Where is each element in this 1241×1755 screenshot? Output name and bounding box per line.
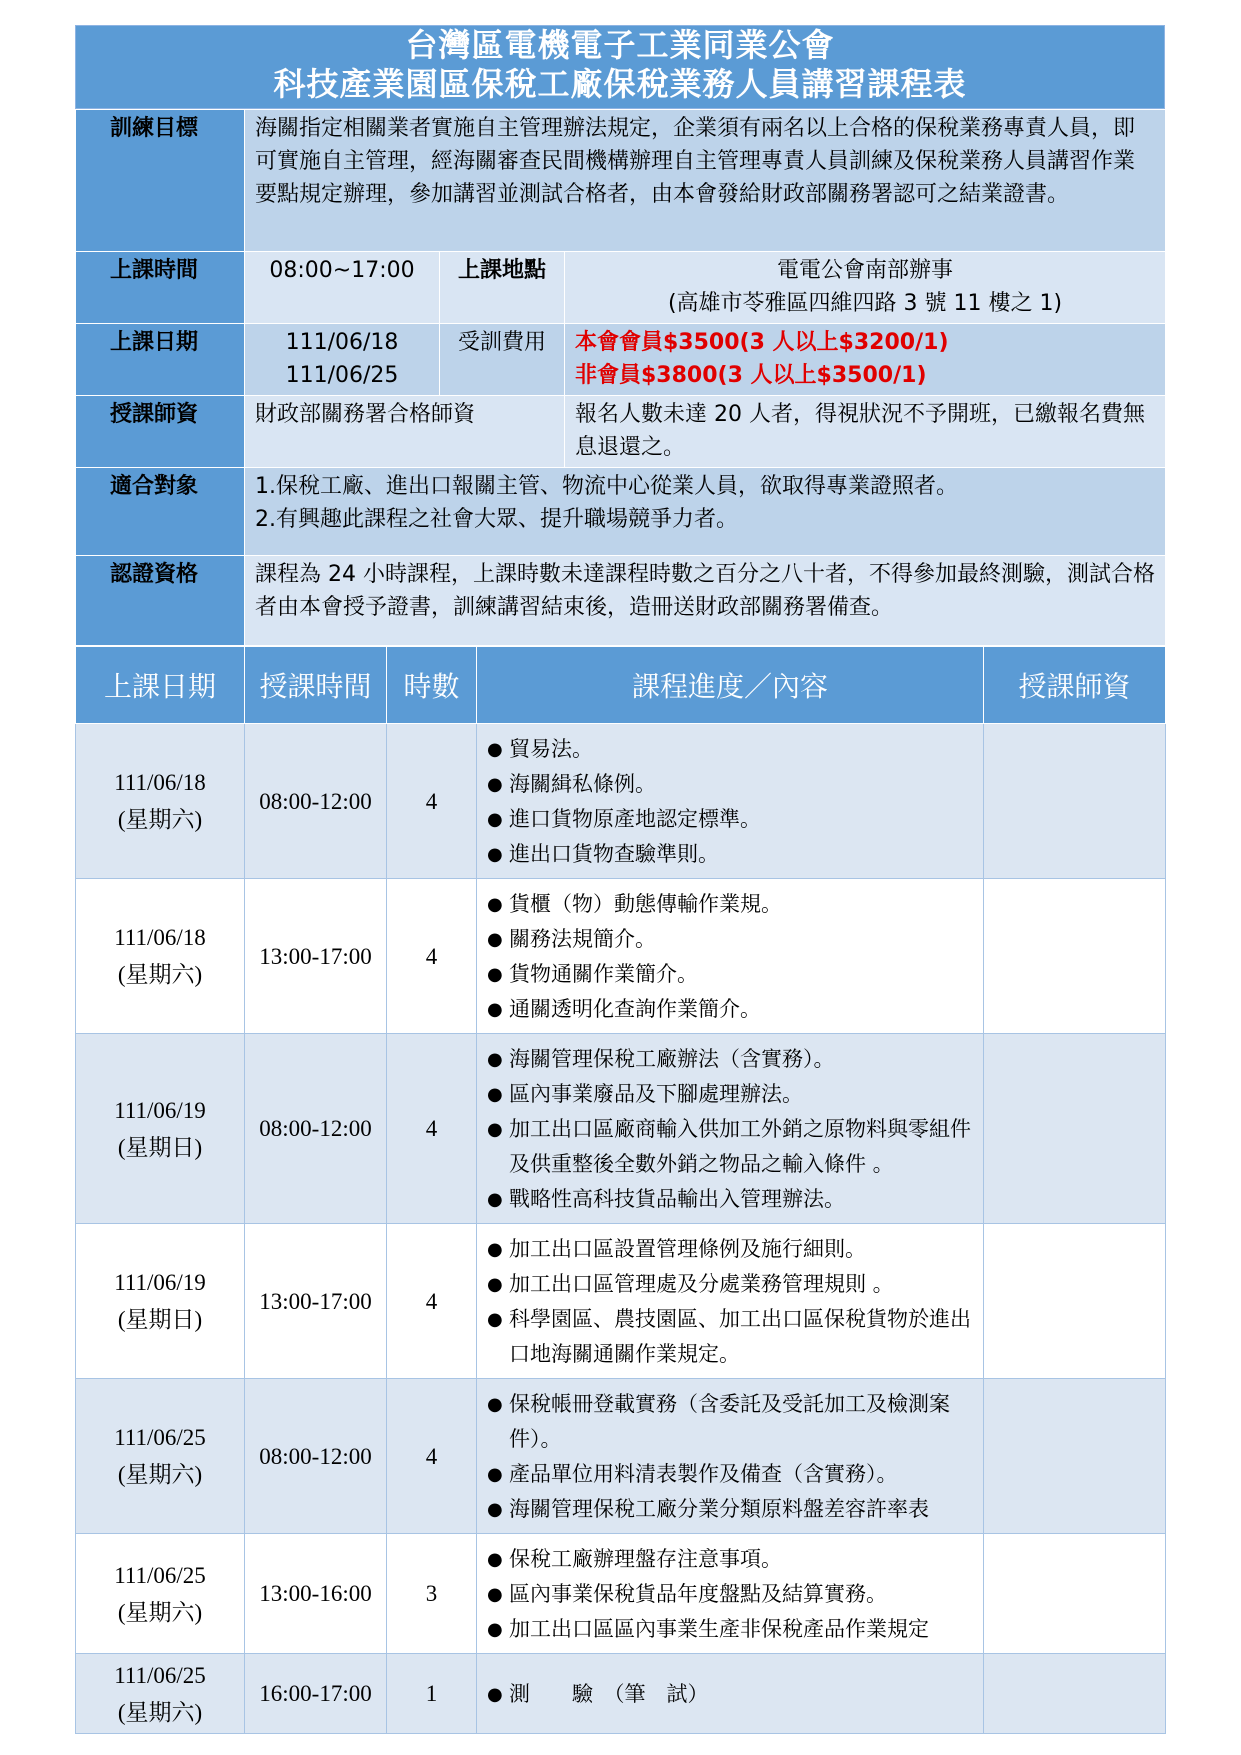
header-hours: 時數 <box>387 647 477 724</box>
row-hours: 1 <box>387 1654 477 1734</box>
bullet-icon: ● <box>487 1549 503 1570</box>
header-time: 授課時間 <box>245 647 387 724</box>
course-topic: 貨櫃（物）動態傳輸作業規。 <box>509 892 782 916</box>
non-member-fee: 非會員$3800(3 人以上$3500/1) <box>575 363 927 388</box>
row-date-value: 111/06/25 <box>114 1425 206 1450</box>
bullet-icon: ● <box>487 1464 503 1485</box>
row-time: 13:00-17:00 <box>245 1224 387 1379</box>
row-weekday: (星期六) <box>117 962 203 987</box>
course-topic: 關務法規簡介。 <box>509 927 656 951</box>
row-date-value: 111/06/19 <box>114 1097 206 1123</box>
row-content <box>477 724 984 879</box>
date-2: 111/06/25 <box>285 363 399 388</box>
teacher-value: 財政部關務署合格師資 <box>245 396 565 468</box>
row-hours: 4 <box>387 1034 477 1224</box>
course-topic: 科學園區、農技園區、加工出口區保稅貨物於進出口地海關通關作業規定。 <box>509 1307 971 1366</box>
goal-row <box>76 110 1166 252</box>
enrollment-note: 報名人數未達 20 人者，得視狀況不予開班，已繳報名費無息退還之。 <box>565 396 1166 468</box>
row-date-value: 111/06/19 <box>114 1270 206 1295</box>
row-weekday: (星期六) <box>117 1699 203 1725</box>
row-content <box>477 879 984 1034</box>
date-row <box>76 324 1166 396</box>
bullet-icon: ● <box>487 1309 503 1330</box>
course-topic: 加工出口區管理處及分處業務管理規則 。 <box>509 1272 894 1296</box>
course-topic: 加工出口區區內事業生產非保稅產品作業規定 <box>509 1617 929 1641</box>
list-item <box>487 767 983 802</box>
course-topic: 保稅工廠辦理盤存注意事項。 <box>509 1547 782 1571</box>
bullet-icon: ● <box>487 1119 503 1140</box>
row-content <box>477 1379 984 1534</box>
row-weekday: (星期六) <box>117 807 203 832</box>
place-label: 上課地點 <box>440 252 565 324</box>
bullet-icon: ● <box>487 964 503 985</box>
bullet-icon: ● <box>487 739 503 760</box>
row-date <box>76 724 245 879</box>
course-topic: 海關管理保稅工廠分業分類原料盤差容許率表 <box>509 1497 929 1521</box>
header-date: 上課日期 <box>76 647 245 724</box>
bullet-icon: ● <box>487 1394 503 1415</box>
course-topic: 加工出口區設置管理條例及施行細則。 <box>509 1237 866 1261</box>
date-value <box>245 324 440 396</box>
row-content <box>477 1654 984 1734</box>
row-teacher <box>984 1224 1166 1379</box>
list-item <box>487 802 983 837</box>
row-teacher <box>984 1379 1166 1534</box>
info-table <box>75 109 1166 646</box>
bullet-icon: ● <box>487 1684 503 1705</box>
list-item <box>487 1457 983 1492</box>
list-item <box>487 732 983 767</box>
time-label: 上課時間 <box>76 252 245 324</box>
course-schedule-sheet <box>75 25 1165 1734</box>
list-item <box>487 1112 983 1182</box>
bullet-icon: ● <box>487 844 503 865</box>
list-item <box>487 837 983 872</box>
list-item <box>487 1042 983 1077</box>
row-time: 13:00-17:00 <box>245 879 387 1034</box>
list-item <box>487 1492 983 1527</box>
schedule-table <box>75 646 1166 1734</box>
list-item <box>487 922 983 957</box>
row-date <box>76 1034 245 1224</box>
course-topic: 進出口貨物查驗準則。 <box>509 842 719 866</box>
list-item <box>487 1302 983 1372</box>
row-time: 08:00-12:00 <box>245 724 387 879</box>
association-name: 台灣區電機電子工業同業公會 <box>405 26 835 64</box>
header-teacher: 授課師資 <box>984 647 1166 724</box>
bullet-icon: ● <box>487 999 503 1020</box>
date-label: 上課日期 <box>76 324 245 396</box>
time-value: 08:00~17:00 <box>245 252 440 324</box>
course-topic: 通關透明化查詢作業簡介。 <box>509 997 761 1021</box>
cert-label: 認證資格 <box>76 556 245 646</box>
bullet-icon: ● <box>487 1049 503 1070</box>
date-1: 111/06/18 <box>285 330 399 355</box>
bullet-icon: ● <box>487 1274 503 1295</box>
row-time: 16:00-17:00 <box>245 1654 387 1734</box>
table-row <box>76 724 1166 879</box>
place-value <box>565 252 1166 324</box>
place-name: 電電公會南部辦事 <box>777 258 954 283</box>
target-row <box>76 468 1166 556</box>
course-topic: 海關管理保稅工廠辦法（含實務）。 <box>509 1047 835 1071</box>
goal-label: 訓練目標 <box>76 110 245 252</box>
row-hours: 3 <box>387 1534 477 1654</box>
course-topic: 進口貨物原產地認定標準。 <box>509 807 761 831</box>
bullet-icon: ● <box>487 894 503 915</box>
bullet-icon: ● <box>487 1584 503 1605</box>
bullet-icon: ● <box>487 1189 503 1210</box>
row-hours: 4 <box>387 1224 477 1379</box>
table-row <box>76 879 1166 1034</box>
course-topic: 貿易法。 <box>509 737 593 761</box>
list-item <box>487 992 983 1027</box>
cert-row <box>76 556 1166 646</box>
row-date <box>76 1224 245 1379</box>
course-topic: 保稅帳冊登載實務（含委託及受託加工及檢測案件）。 <box>509 1392 950 1451</box>
row-date <box>76 1379 245 1534</box>
list-item <box>487 957 983 992</box>
course-topic: 戰略性高科技貨品輸出入管理辦法。 <box>509 1187 845 1211</box>
list-item <box>487 1077 983 1112</box>
row-hours: 4 <box>387 1379 477 1534</box>
bullet-icon: ● <box>487 774 503 795</box>
row-weekday: (星期日) <box>117 1307 203 1332</box>
row-content <box>477 1224 984 1379</box>
table-row <box>76 1534 1166 1654</box>
target-line-2: 2.有興趣此課程之社會大眾、提升職場競爭力者。 <box>255 507 738 532</box>
row-date-value: 111/06/25 <box>114 1662 206 1688</box>
member-fee: 本會會員$3500(3 人以上$3200/1) <box>575 330 949 355</box>
list-item <box>487 1542 983 1577</box>
time-row <box>76 252 1166 324</box>
table-row <box>76 1224 1166 1379</box>
row-date <box>76 1654 245 1734</box>
exam-label: 測 驗 （筆 試） <box>509 1682 709 1706</box>
list-item <box>487 1387 983 1457</box>
header-content: 課程進度／內容 <box>477 647 984 724</box>
row-date <box>76 1534 245 1654</box>
table-row <box>76 1379 1166 1534</box>
row-teacher <box>984 1534 1166 1654</box>
target-line-1: 1.保稅工廠、進出口報關主管、物流中心從業人員，欲取得專業證照者。 <box>255 474 958 499</box>
row-hours: 4 <box>387 879 477 1034</box>
list-item <box>487 887 983 922</box>
row-weekday: (星期日) <box>117 1134 203 1160</box>
list-item <box>487 1182 983 1217</box>
target-label: 適合對象 <box>76 468 245 556</box>
row-time: 08:00-12:00 <box>245 1379 387 1534</box>
table-row <box>76 1034 1166 1224</box>
row-date-value: 111/06/18 <box>114 770 206 795</box>
bullet-icon: ● <box>487 1619 503 1640</box>
page-title: 科技產業園區保稅工廠保稅業務人員講習課程表 <box>273 65 967 103</box>
course-topic: 加工出口區廠商輸入供加工外銷之原物料與零組件及供重整後全數外銷之物品之輸入條件 。 <box>509 1117 971 1176</box>
list-item <box>487 1232 983 1267</box>
row-weekday: (星期六) <box>117 1599 203 1625</box>
course-topic: 海關緝私條例。 <box>509 772 656 796</box>
row-time: 13:00-16:00 <box>245 1534 387 1654</box>
schedule-header-row <box>76 647 1166 724</box>
bullet-icon: ● <box>487 929 503 950</box>
row-teacher <box>984 1654 1166 1734</box>
row-teacher <box>984 879 1166 1034</box>
bullet-icon: ● <box>487 1239 503 1260</box>
teacher-label: 授課師資 <box>76 396 245 468</box>
row-content <box>477 1534 984 1654</box>
title-block <box>75 25 1165 109</box>
course-topic: 區內事業廢品及下腳處理辦法。 <box>509 1082 803 1106</box>
bullet-icon: ● <box>487 809 503 830</box>
bullet-icon: ● <box>487 1499 503 1520</box>
row-time: 08:00-12:00 <box>245 1034 387 1224</box>
row-date-value: 111/06/18 <box>114 925 206 950</box>
teacher-row <box>76 396 1166 468</box>
table-row <box>76 1654 1166 1734</box>
row-weekday: (星期六) <box>117 1462 203 1487</box>
row-content <box>477 1034 984 1224</box>
bullet-icon: ● <box>487 1084 503 1105</box>
cert-value: 課程為 24 小時課程，上課時數未達課程時數之百分之八十者，不得參加最終測驗，測試合格者由本會授予證書，訓練講習結束後，造冊送財政部關務署備查。 <box>245 556 1166 646</box>
fee-value <box>565 324 1166 396</box>
place-address: (高雄市苓雅區四維四路 3 號 11 樓之 1) <box>667 291 1063 316</box>
course-topic: 區內事業保稅貨品年度盤點及結算實務。 <box>509 1582 887 1606</box>
row-date-value: 111/06/25 <box>114 1562 206 1588</box>
list-item <box>487 1677 983 1712</box>
list-item <box>487 1267 983 1302</box>
row-hours: 4 <box>387 724 477 879</box>
course-topic: 貨物通關作業簡介。 <box>509 962 698 986</box>
row-teacher <box>984 724 1166 879</box>
fee-label: 受訓費用 <box>440 324 565 396</box>
target-value <box>245 468 1166 556</box>
list-item <box>487 1577 983 1612</box>
list-item <box>487 1612 983 1647</box>
goal-text: 海關指定相關業者實施自主管理辦法規定，企業須有兩名以上合格的保稅業務專責人員，即可實施自主管理，經海關審查民間機構辦理自主管理專責人員訓練及保稅業務人員講習作業要點規定辦理，參加講習並測試合格者，由本會發給財政部關務署認可之結業證書。 <box>245 110 1166 252</box>
row-teacher <box>984 1034 1166 1224</box>
row-date <box>76 879 245 1034</box>
course-topic: 產品單位用料清表製作及備查（含實務）。 <box>509 1462 898 1486</box>
